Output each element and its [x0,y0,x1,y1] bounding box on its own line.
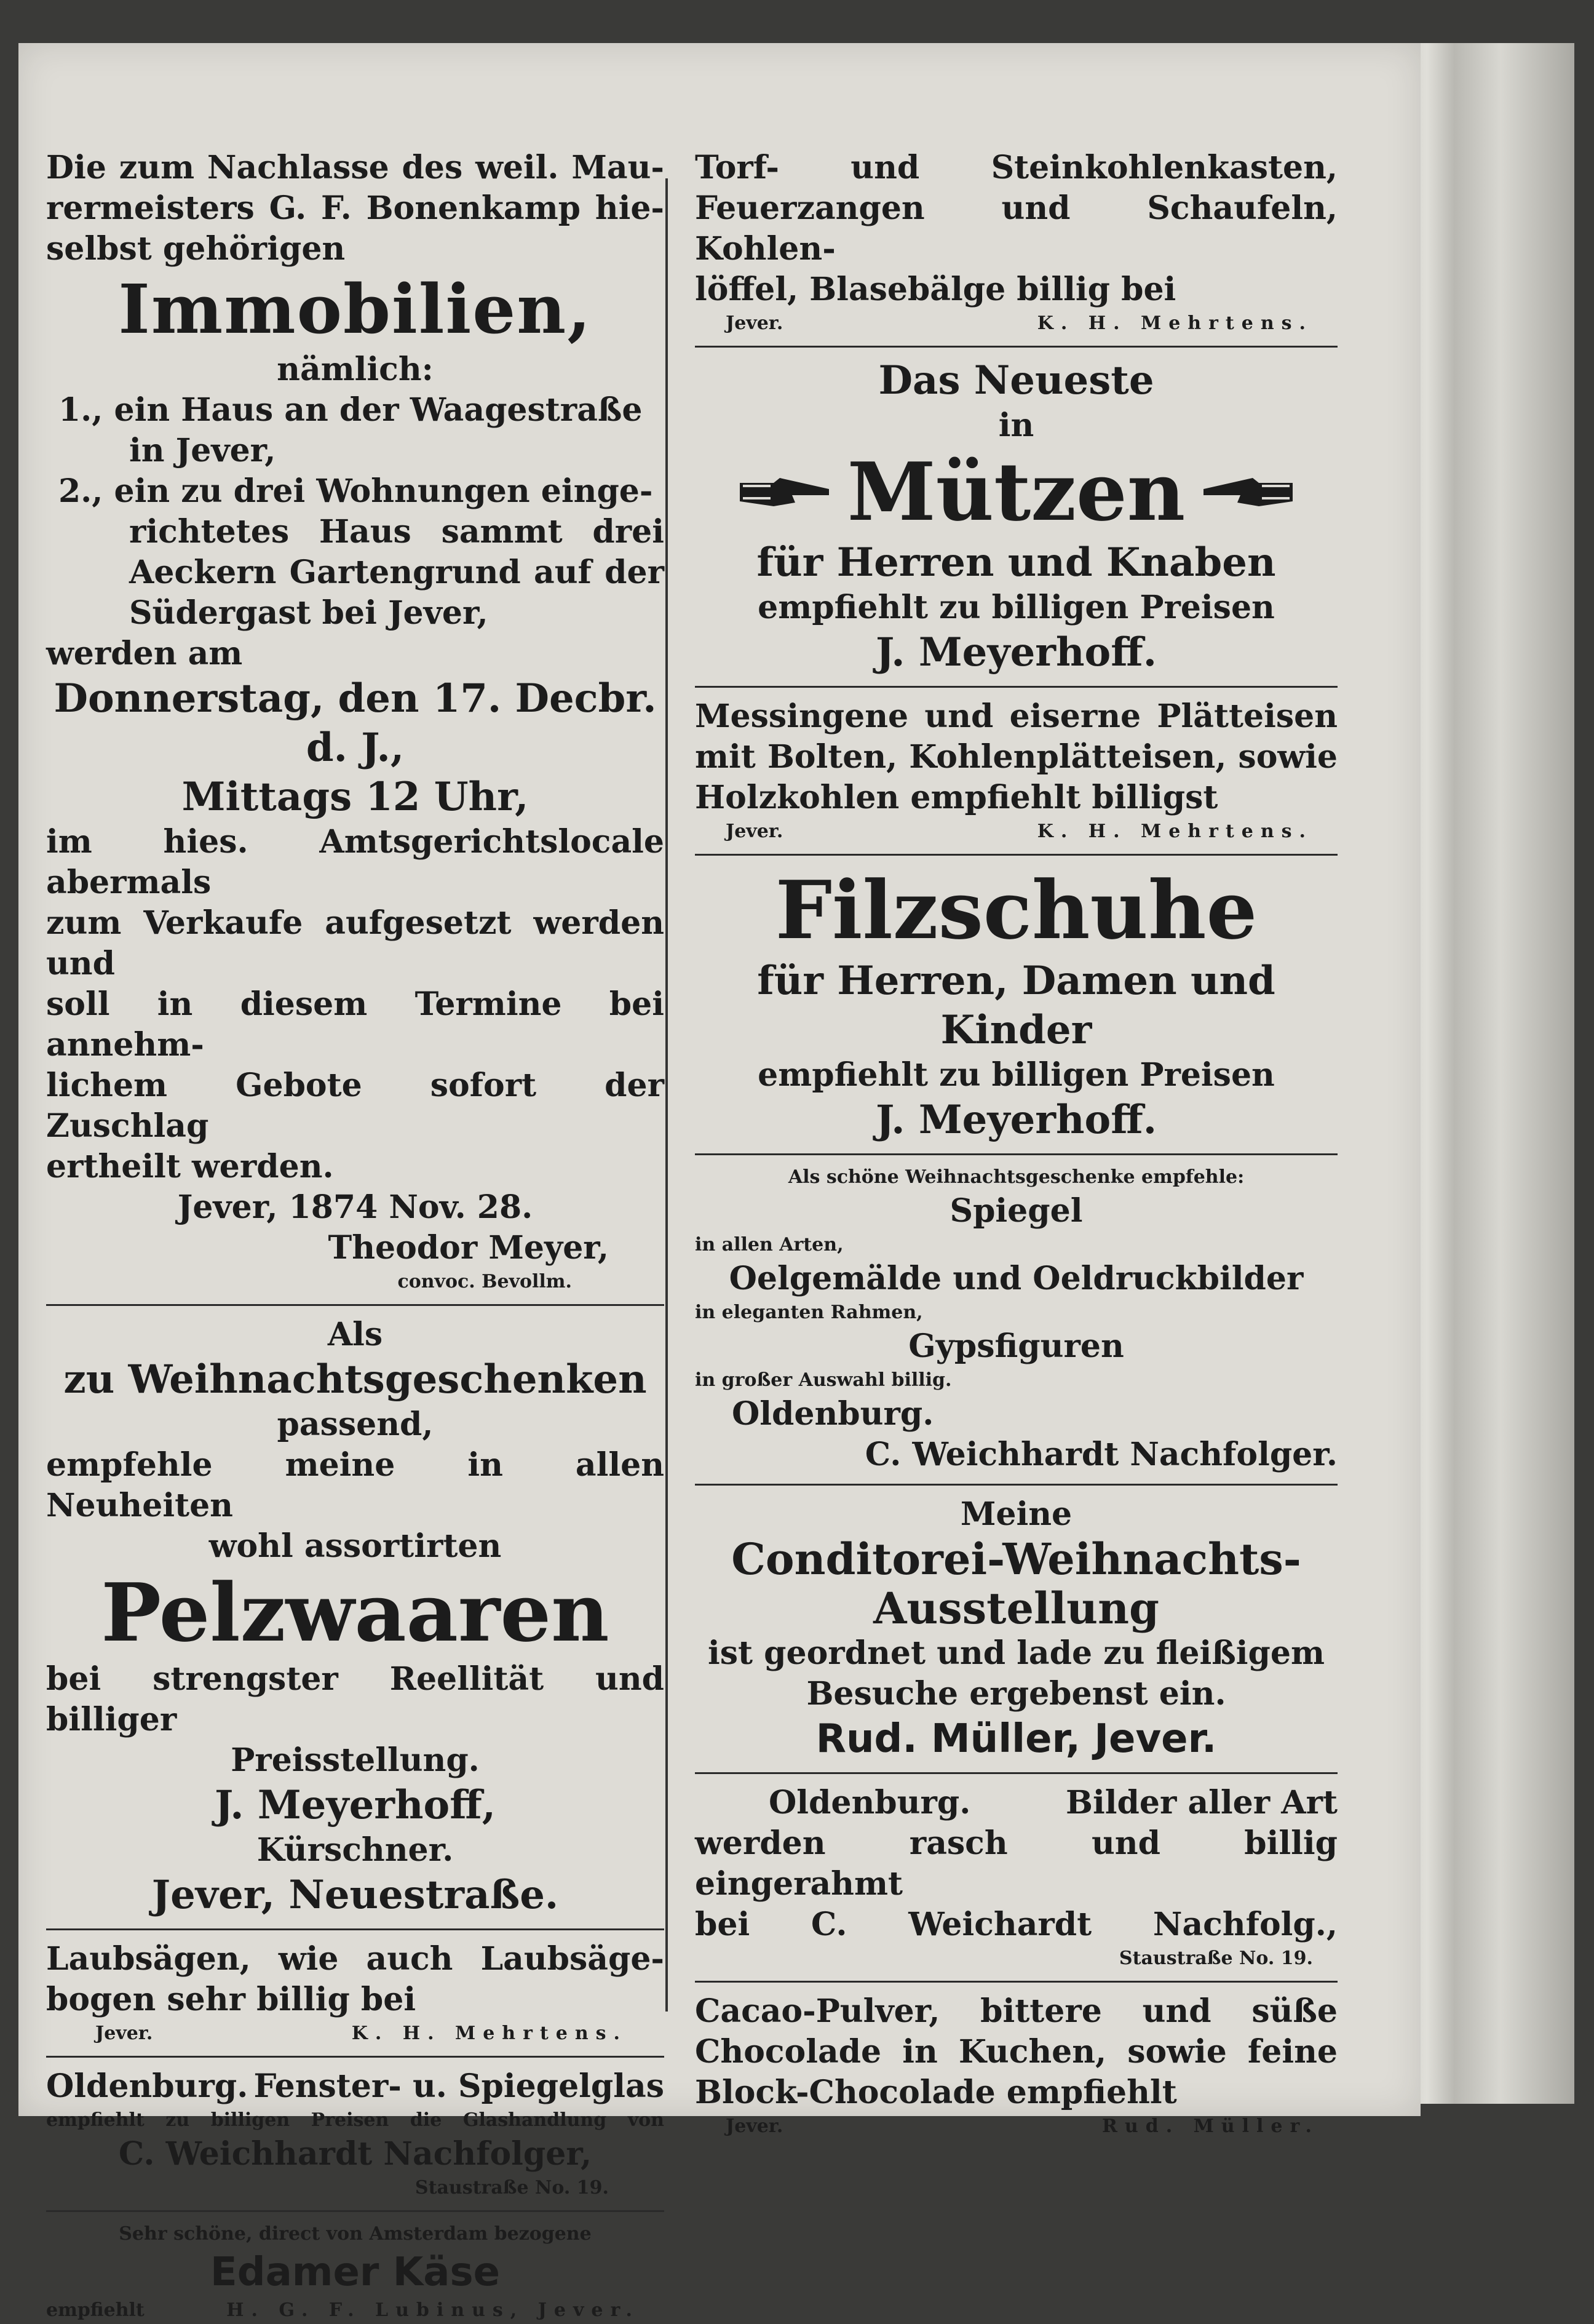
ad-text: rermeisters G. F. Bonenkamp hie- [46,189,664,227]
ad-text: Die zum Nachlasse des weil. Mau- [46,149,664,186]
ad-footer [695,2113,1338,2140]
ad-address: Jever, Neuestraße. [151,1872,559,1918]
ad-signature: H. G. F. Lubinus, Jever. [226,2299,640,2321]
ad-spiegelglas [46,2066,664,2202]
ad-text: Fenster- u. Spiegelglas [253,2067,664,2105]
ad-text: Meine [960,1495,1073,1533]
ad-signature: Rud. Müller, Jever. [815,1716,1217,1762]
ad-text: in eleganten Rahmen, [695,1302,923,1323]
ad-text: Cacao-Pulver, bittere und süße [695,1992,1338,2030]
ad-place: Jever. [726,312,783,334]
ad-text: in [998,407,1034,444]
right-column [695,148,1338,2140]
ad-text: empfiehlt zu billigen Preisen [758,1056,1275,1094]
ad-item: Gypsfiguren [908,1327,1124,1365]
ad-text: Preisstellung. [231,1741,480,1779]
ad-text: in allen Arten, [695,1234,844,1256]
ad-text: soll in diesem Termine bei annehm- [46,985,664,1064]
ad-dateline: Jever, 1874 Nov. 28. [177,1188,533,1226]
ad-conditorei [695,1494,1338,1764]
ad-cacao [695,1991,1338,2140]
ad-place: Jever. [95,2023,153,2044]
ad-text: empfiehlt zu billigen Preisen die Glashandlung von [46,2109,664,2131]
ad-text: empfiehlt zu billigen Preisen [758,589,1275,626]
ad-headline: Ausstellung [873,1583,1159,1634]
ad-text: Block-Chocolade empfiehlt [695,2074,1177,2111]
ad-address: Staustraße No. 19. [414,2177,609,2199]
ad-text: löffel, Blasebälge billig bei [695,271,1176,308]
ad-text: richtetes Haus sammt drei [129,513,664,551]
ad-subhead: für Herren, Damen und [757,958,1275,1004]
ad-subhead: für Herren und Knaben [756,539,1276,586]
ad-text: Feuerzangen und Schaufeln, Kohlen- [695,189,1338,268]
ad-signature: K. H. Mehrtens. [1037,312,1313,334]
pointing-hand-right-icon [737,471,835,514]
ad-text: bei strengster Reellität und billiger [46,1660,664,1738]
ad-text: in großer Auswahl billig. [695,1369,952,1391]
divider [46,2210,664,2212]
ad-place: Jever. [726,2115,783,2137]
ad-subhead: Das Neueste [878,357,1154,404]
divider [695,854,1338,856]
ad-headline: Pelzwaaren [101,1566,609,1660]
ad-text: Aeckern Gartengrund auf der [129,554,664,591]
ad-text: 2., ein zu drei Wohnungen einge- [58,472,653,510]
ad-signature: Theodor Meyer, [328,1229,609,1267]
ad-edamer [46,2221,664,2324]
ad-footer [46,2020,664,2047]
ad-address: Staustraße No. 19. [1119,1948,1313,1969]
divider [695,686,1338,688]
ad-text: Südergast bei Jever, [129,594,488,632]
ad-headline: Immobilien, [118,269,592,349]
divider [695,1153,1338,1155]
divider [695,1484,1338,1486]
ad-signature: J. Meyerhoff. [875,629,1157,675]
ad-text: nämlich: [277,351,434,388]
pointing-hand-left-icon [1197,471,1296,514]
ad-laubsaegen [46,1939,664,2047]
ad-signature: Rud. Müller. [1101,2115,1319,2137]
ad-place: Oldenburg. [46,2067,248,2105]
ad-text: zum Verkaufe aufgesetzt werden und [46,904,664,982]
ad-text: Als [327,1316,383,1353]
ad-footer [695,818,1338,845]
ad-text: selbst gehörigen [46,230,346,268]
ad-text: werden am [46,635,243,672]
ad-header-row [695,1783,1338,1823]
ad-text: Chocolade in Kuchen, sowie feine [695,2033,1338,2071]
ad-item: Oelgemälde und Oeldruckbilder [729,1260,1304,1297]
ad-signature: K. H. Mehrtens. [1037,821,1313,842]
divider [46,1304,664,1306]
ad-text: wohl assortirten [208,1527,502,1565]
ad-signature: J. Meyerhoff. [875,1097,1157,1143]
ad-footer [46,2297,664,2324]
ad-signature-title: convoc. Bevollm. [397,1271,572,1292]
ad-signature: K. H. Mehrtens. [351,2023,627,2044]
ad-text: bei C. Weichardt Nachfolg., [695,1906,1338,1943]
ad-headline: Filzschuhe [775,863,1258,957]
ad-pelzwaaren [46,1315,664,1920]
ad-text: ertheilt werden. [46,1148,334,1185]
ad-text: 1., ein Haus an der Waagestraße [58,391,643,429]
ad-bilder [695,1783,1338,1972]
ad-text: lichem Gebote sofort der Zuschlag [46,1067,664,1145]
ad-weihnachtsgeschenke [695,1164,1338,1475]
ad-kohlenkasten [695,148,1338,337]
ad-signature: C. Weichhardt Nachfolger. [865,1436,1338,1473]
ad-place: Oldenburg. [732,1395,934,1433]
divider [695,346,1338,348]
ad-text: im hies. Amtsgerichtslocale abermals [46,823,664,901]
ad-signature: J. Meyerhoff, [214,1782,496,1828]
ad-text: empfiehlt [46,2299,145,2321]
divider [695,1981,1338,1983]
ad-text: Als schöne Weihnachtsgeschenke empfehle: [788,1166,1245,1188]
ad-headline: Edamer Käse [210,2250,500,2295]
ad-text: mit Bolten, Kohlenplätteisen, sowie [695,738,1338,776]
ad-text: Torf- und Steinkohlenkasten, [695,149,1338,186]
ad-text: Kürschner. [256,1831,454,1869]
ad-text: Sehr schöne, direct von Amsterdam bezogene [119,2223,592,2245]
ad-filzschuhe [695,864,1338,1145]
column-rule [665,178,668,2012]
ad-plaetteisen [695,696,1338,845]
ad-text: Laubsägen, wie auch Laubsäge- [46,1940,664,1978]
ad-place: Oldenburg. [769,1784,971,1821]
ad-headline: Conditorei-Weihnachts- [731,1534,1301,1585]
ad-header-row [46,2066,664,2107]
ad-date: Donnerstag, den 17. Decbr. d. J., [54,675,657,771]
ad-subhead: zu Weihnachtsgeschenken [63,1356,647,1403]
ad-subhead: Kinder [940,1007,1092,1053]
ad-footer [695,310,1338,337]
ad-text: Bilder aller Art [1066,1784,1338,1821]
divider [46,1928,664,1930]
left-column [46,148,664,2324]
newspaper-page [18,43,1421,2321]
ad-headline-row [695,446,1338,538]
ad-text: Besuche ergebenst ein. [806,1675,1226,1713]
ad-time: Mittags 12 Uhr, [181,774,529,820]
ad-headline: Mützen [847,445,1186,539]
ad-signature: C. Weichhardt Nachfolger, [118,2135,592,2173]
ad-text: ist geordnet und lade zu fleißigem [708,1634,1325,1672]
ad-text: Holzkohlen empfiehlt billigst [695,779,1218,816]
ad-place: Jever. [726,821,783,842]
ad-text: Messingene und eiserne Plätteisen [695,698,1338,735]
divider [695,1772,1338,1774]
ad-text: empfehle meine in allen Neuheiten [46,1446,664,1524]
ad-text: werden rasch und billig eingerahmt [695,1825,1338,1903]
divider [46,2056,664,2058]
ad-text: passend, [277,1406,434,1443]
ad-text: in Jever, [129,432,276,469]
ad-item: Spiegel [950,1192,1083,1230]
ad-immobilien [46,148,664,1295]
ad-text: bogen sehr billig bei [46,1981,416,2018]
ad-muetzen [695,356,1338,677]
